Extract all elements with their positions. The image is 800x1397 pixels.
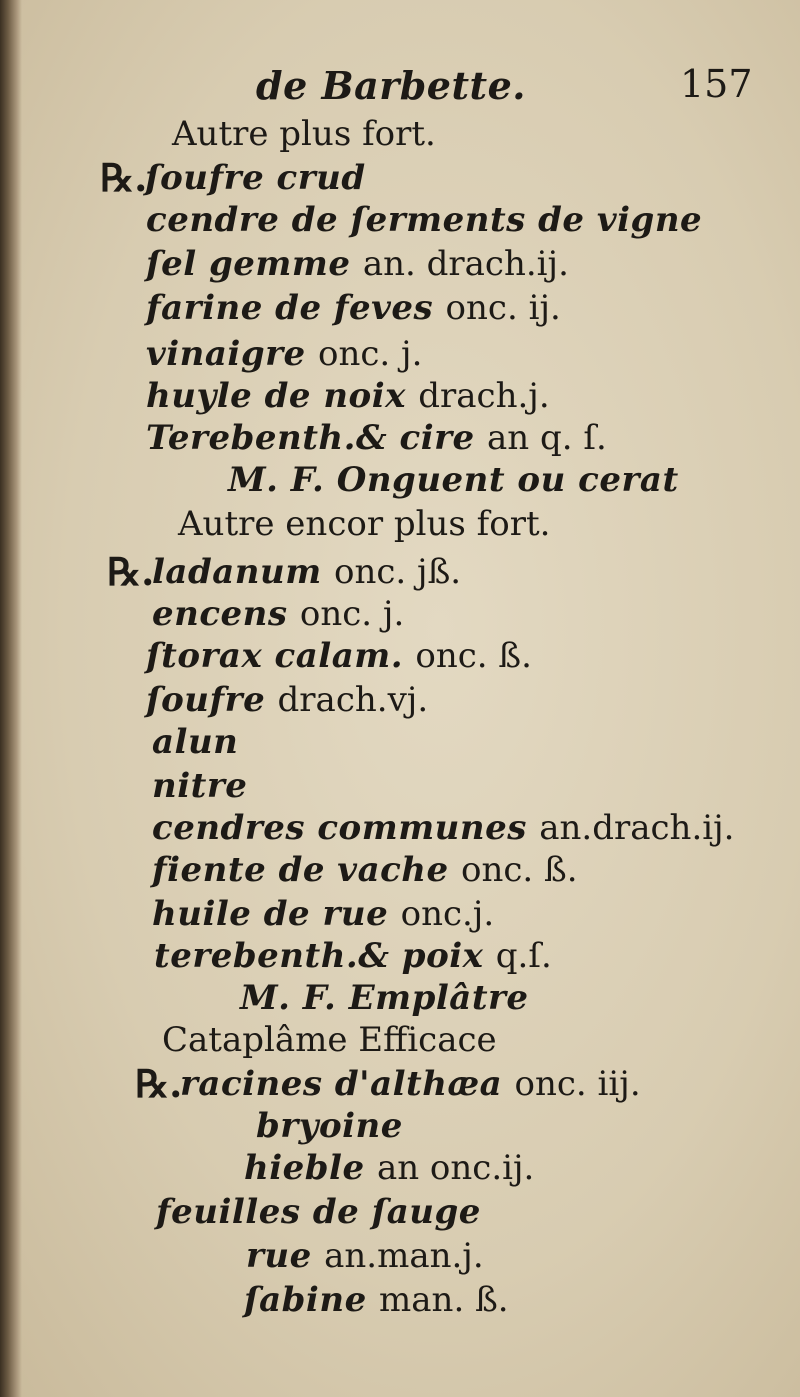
running-title: de Barbette. [256, 63, 526, 108]
page-number: 157 [680, 62, 753, 106]
quantity-text: drach.vj. [277, 680, 429, 720]
ingredient-text: farine de feves [146, 288, 446, 328]
ingredient-text: terebenth.& poix [154, 936, 496, 976]
text-line [244, 1148, 534, 1188]
text-line [152, 894, 494, 934]
text-line [146, 680, 428, 720]
text-line [135, 1061, 641, 1106]
text-line [152, 766, 247, 806]
ingredient-text: bryoine [256, 1106, 403, 1146]
text-line [240, 978, 529, 1018]
ingredient-text: huyle de noix [146, 376, 419, 416]
ingredient-text: ſtorax calam. [146, 636, 416, 676]
text-line [154, 936, 552, 976]
ingredient-text: ſoufre crud [145, 158, 366, 198]
quantity-text: an onc.ij. [376, 1148, 535, 1188]
ingredient-text: hieble [244, 1148, 377, 1188]
text-line [152, 808, 734, 848]
text-line [152, 850, 578, 890]
ingredient-text: encens [152, 594, 300, 634]
quantity-text: Cataplâme Efficace [162, 1020, 497, 1060]
text-line [246, 1236, 484, 1276]
text-line [228, 460, 679, 500]
text-line [107, 549, 462, 594]
book-spine [0, 0, 22, 1397]
quantity-text: onc. ij. [445, 288, 561, 328]
quantity-text: onc. j. [318, 334, 423, 374]
text-line [146, 636, 532, 676]
ingredient-text: M. F. Emplâtre [240, 978, 529, 1018]
quantity-text: onc. ß. [461, 850, 578, 890]
ingredient-text: huile de rue [152, 894, 401, 934]
text-line [100, 155, 366, 200]
recipe-symbol: ℞. [107, 549, 155, 594]
ingredient-text: cendre de ſerments de vigne [146, 200, 703, 240]
text-line [146, 244, 569, 284]
ingredient-text: nitre [152, 766, 248, 806]
text-line [146, 334, 422, 374]
quantity-text: onc. iij. [514, 1064, 641, 1104]
ingredient-text: M. F. Onguent ou cerat [228, 460, 679, 500]
text-line [146, 418, 607, 458]
ingredient-text: ſoufre [146, 680, 278, 720]
quantity-text: Autre plus fort. [172, 114, 436, 154]
text-line [172, 114, 436, 154]
quantity-text: onc.j. [400, 894, 495, 934]
ingredient-text: ſel gemme [146, 244, 363, 284]
ingredient-text: racines d'althæa [180, 1064, 515, 1104]
ingredient-text: fiente de vache [152, 850, 461, 890]
recipe-symbol: ℞. [100, 155, 148, 200]
text-line [146, 376, 550, 416]
quantity-text: an.drach.ij. [539, 808, 735, 848]
ingredient-text: feuilles de ſauge [156, 1192, 481, 1232]
quantity-text: onc. ß. [415, 636, 532, 676]
quantity-text: onc. j. [299, 594, 405, 634]
ingredient-text: ladanum [152, 552, 335, 592]
text-line [146, 288, 561, 328]
quantity-text: an. drach.ij. [362, 244, 569, 284]
text-line [162, 1020, 497, 1060]
quantity-text: onc. jß. [334, 552, 462, 592]
text-line [178, 504, 550, 544]
text-line [244, 1280, 509, 1320]
ingredient-text: Terebenth.& cire [146, 418, 487, 458]
text-line [152, 722, 238, 762]
ingredient-text: ſabine [244, 1280, 380, 1320]
ingredient-text: alun [152, 722, 239, 762]
recipe-symbol: ℞. [135, 1061, 183, 1106]
ingredient-text: vinaigre [146, 334, 318, 374]
quantity-text: an q. ſ. [487, 418, 607, 458]
quantity-text: man. ß. [379, 1280, 509, 1320]
quantity-text: drach.j. [418, 376, 550, 416]
text-line [156, 1192, 481, 1232]
quantity-text: Autre encor plus fort. [178, 504, 551, 544]
quantity-text: an.man.j. [324, 1236, 484, 1276]
ingredient-text: cendres communes [152, 808, 540, 848]
quantity-text: q.ſ. [495, 936, 552, 976]
text-line [256, 1106, 403, 1146]
text-line [152, 594, 404, 634]
ingredient-text: rue [246, 1236, 325, 1276]
text-line [146, 200, 702, 240]
